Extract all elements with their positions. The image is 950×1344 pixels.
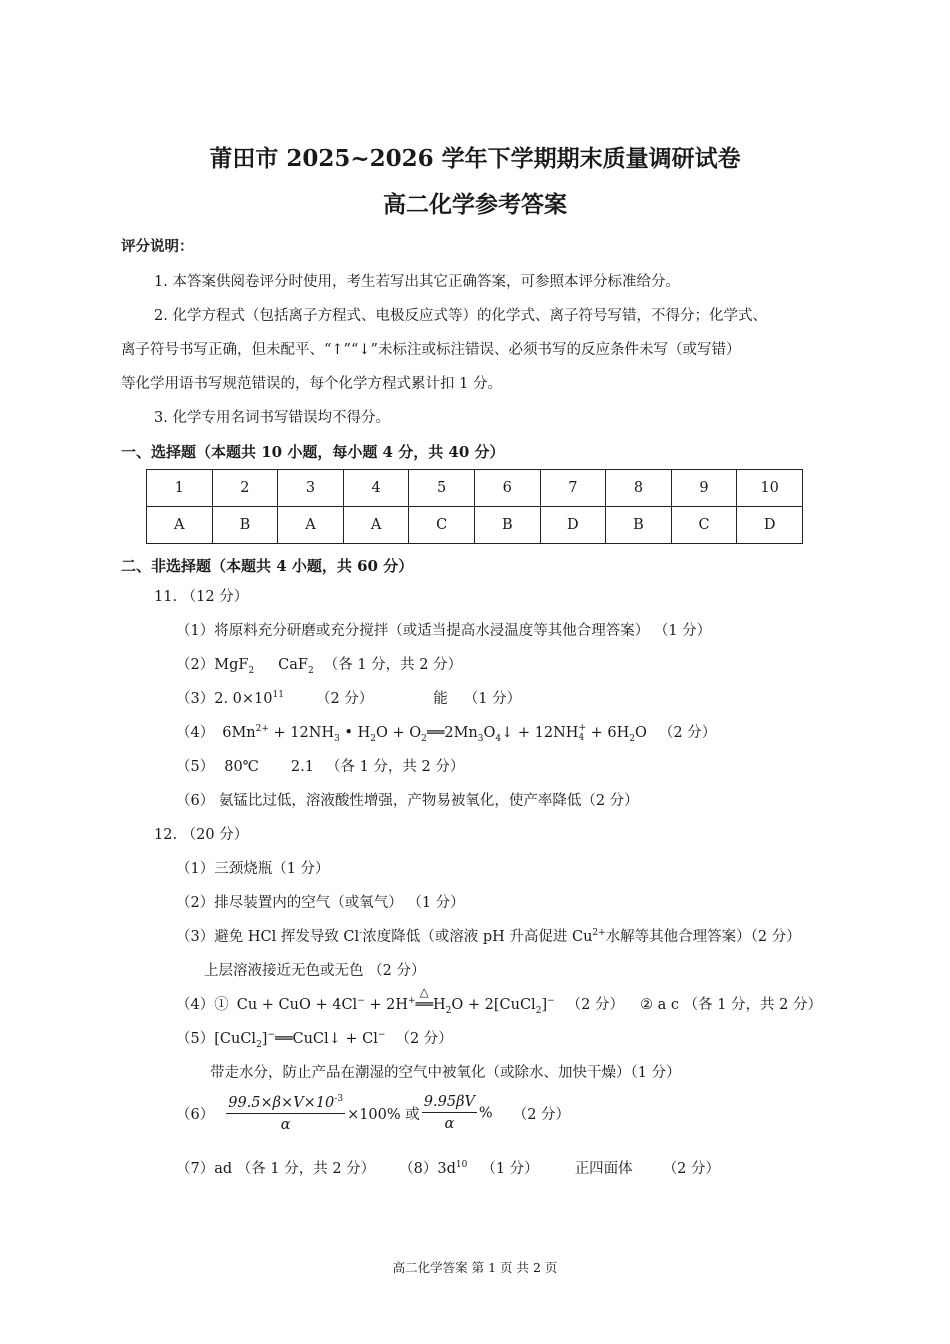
answer-letter: B: [212, 507, 278, 544]
ionic-equation: Cu + CuO + 4Cl− + 2H+ △ $══H_2O$ + 2[CuCl$_2$]−: [236, 985, 555, 1016]
q11-answer-4: （4） $6Mn^{2+} + 12NH_3$ • $H_2O$ + $O_2══2Mn_3O_4↓ + 12NH$ + 4 + $6H_2O$ （2 分）: [176, 723, 717, 744]
note-2c: 等化学用语书写规范错误的，每个化学方程式累计扣 1 分。: [121, 376, 502, 392]
q11-heading: 11. （12 分）: [154, 589, 249, 605]
score-label: （2 分）: [512, 1106, 571, 1123]
note-1: 1. 本答案供阅卷评分时使用，考生若写出其它正确答案，可参照本评分标准给分。: [154, 274, 680, 290]
purity-fraction-2: $\frac{9.95\beta V}{\alpha}$: [423, 1094, 475, 1133]
page-subtitle: 高二化学参考答案: [383, 191, 567, 218]
q12-answer-1: （1）三颈烧瓶（1 分）: [176, 861, 330, 877]
ratio-value: 2.1: [290, 759, 314, 775]
q12-answer-4b: ② a c （各 1 分，共 2 分）: [640, 997, 822, 1013]
q11-answer-5: （5） 80℃ 2.1 （各 1 分，共 2 分）: [176, 759, 465, 775]
purity-fraction-1: $\frac{99.5\times\beta\times V\times 10^{-3}}{\alpha}$: [228, 1094, 344, 1133]
q12-answer-8b: 正四面体: [574, 1161, 633, 1177]
answer-number: 2: [212, 470, 278, 507]
q11-answer-3b: 能: [433, 691, 448, 707]
q12-answer-7-8: [176, 1157, 720, 1178]
score-label: （2 分）: [315, 691, 374, 707]
heat-condition-icon: △: [419, 985, 429, 999]
section2-heading: 二、非选择题（本题共 4 小题，共 60 分）: [121, 557, 414, 575]
q12-answer-3: （3）避免 HCl 挥发导致 Cl-浓度降低（或溶液 pH 升高促进 $Cu^{2+}$水解等其他合理答案）（2 分）: [176, 928, 801, 945]
score-label: （2 分）: [662, 1161, 721, 1177]
note-3: 3. 化学专用名词书写错误均不得分。: [154, 410, 390, 426]
answer-letter: C: [671, 507, 737, 544]
q12-answer-3b: 上层溶液接近无色或无色 （2 分）: [204, 963, 426, 979]
q12-answer-5: [176, 1027, 453, 1050]
ionic-equation: （5）[CuCl$_2$]−══CuCl↓ + Cl−: [176, 1030, 386, 1050]
answer-letter: C: [409, 507, 475, 544]
q12-answer-6: （6） $\frac{99.5\times\beta\times V\times 10^{-3}}{\alpha}$ ×100% 或 $\frac{9.95\beta V}{\alpha}$ % （2 分）: [176, 1094, 571, 1133]
ksp-value: （3）2. $0\times 10^{11}$: [176, 690, 284, 707]
score-label: （1 分）: [481, 1161, 539, 1177]
score-label: （各 1 分，共 2 分）: [325, 759, 465, 775]
answer-number: 4: [343, 470, 409, 507]
answer-table: [146, 469, 803, 544]
answer-number: 8: [606, 470, 672, 507]
answer-letter: A: [278, 507, 344, 544]
score-label: （1 分）: [463, 691, 522, 707]
answer-letter: B: [474, 507, 540, 544]
score-label: （各 1 分，共 2 分）: [323, 657, 463, 673]
answer-number: 6: [474, 470, 540, 507]
q12-answer-8: $(8)3d^{10}$: [399, 1160, 468, 1177]
q11-answer-2: [176, 653, 462, 676]
page-title: 莆田市 2025~2026 学年下学期期末质量调研试卷: [209, 145, 741, 172]
ionic-equation: $6Mn^{2+} + 12NH_3$ • $H_2O$ + $O_2══2Mn_3O_4↓ + 12NH$ + 4 + $6H_2O$: [222, 723, 647, 744]
score-label: （2 分）: [658, 725, 717, 741]
q11-answer-3: [176, 687, 521, 708]
answer-number: 9: [671, 470, 737, 507]
answer-number: 5: [409, 470, 475, 507]
answer-number: 10: [737, 470, 803, 507]
answer-letter: D: [737, 507, 803, 544]
formula-mgf2: MgF$_2$: [214, 657, 255, 676]
notes-heading: 评分说明：: [121, 238, 194, 255]
q11-answer-1: （1）将原料充分研磨或充分搅拌（或适当提高水浸温度等其他合理答案） （1 分）: [176, 623, 712, 639]
q11-answer-2-label: （2）: [176, 657, 215, 673]
q12-answer-4: （4）① Cu + CuO + 4Cl− + 2H+ △ $══H_2O$ + 2[CuCl$_2$]− （2 分） ② a c （各 1 分，共 2 分）: [176, 985, 822, 1016]
formula-caf2: CaF$_2$: [278, 657, 314, 676]
answer-letter: B: [606, 507, 672, 544]
score-label: （2 分）: [566, 997, 624, 1013]
answer-letter-row: [147, 507, 803, 544]
q12-answer-5b: 带走水分，防止产品在潮湿的空气中被氧化（或除水、加快干燥）（1 分）: [210, 1065, 681, 1081]
temperature-value: 80℃: [224, 759, 259, 775]
answer-letter: A: [343, 507, 409, 544]
answer-number: 3: [278, 470, 344, 507]
q12-answer-2: （2）排尽装置内的空气（或氧气） （1 分）: [176, 895, 465, 911]
answer-letter: D: [540, 507, 606, 544]
section1-heading: 一、选择题（本题共 10 小题，每小题 4 分，共 40 分）: [121, 443, 505, 461]
answer-letter: A: [147, 507, 213, 544]
q11-answer-6: （6） 氨锰比过低，溶液酸性增强，产物易被氧化，使产率降低（2 分）: [176, 793, 639, 809]
answer-number: 1: [147, 470, 213, 507]
note-2a: 2. 化学方程式（包括离子方程式、电极反应式等）的化学式、离子符号写错，不得分；化学式、: [154, 308, 767, 324]
page-footer: 高二化学答案 第 1 页 共 2 页: [392, 1260, 558, 1275]
score-label: （2 分）: [395, 1031, 453, 1047]
q12-answer-7: （7）ad （各 1 分，共 2 分）: [176, 1161, 376, 1177]
answer-number: 7: [540, 470, 606, 507]
answer-number-row: [147, 470, 803, 507]
q12-heading: 12. （20 分）: [154, 827, 249, 843]
note-2b: 离子符号书写正确，但未配平、“↑”“↓”未标注或标注错误、必须书写的反应条件未写（或写错）: [121, 342, 741, 358]
